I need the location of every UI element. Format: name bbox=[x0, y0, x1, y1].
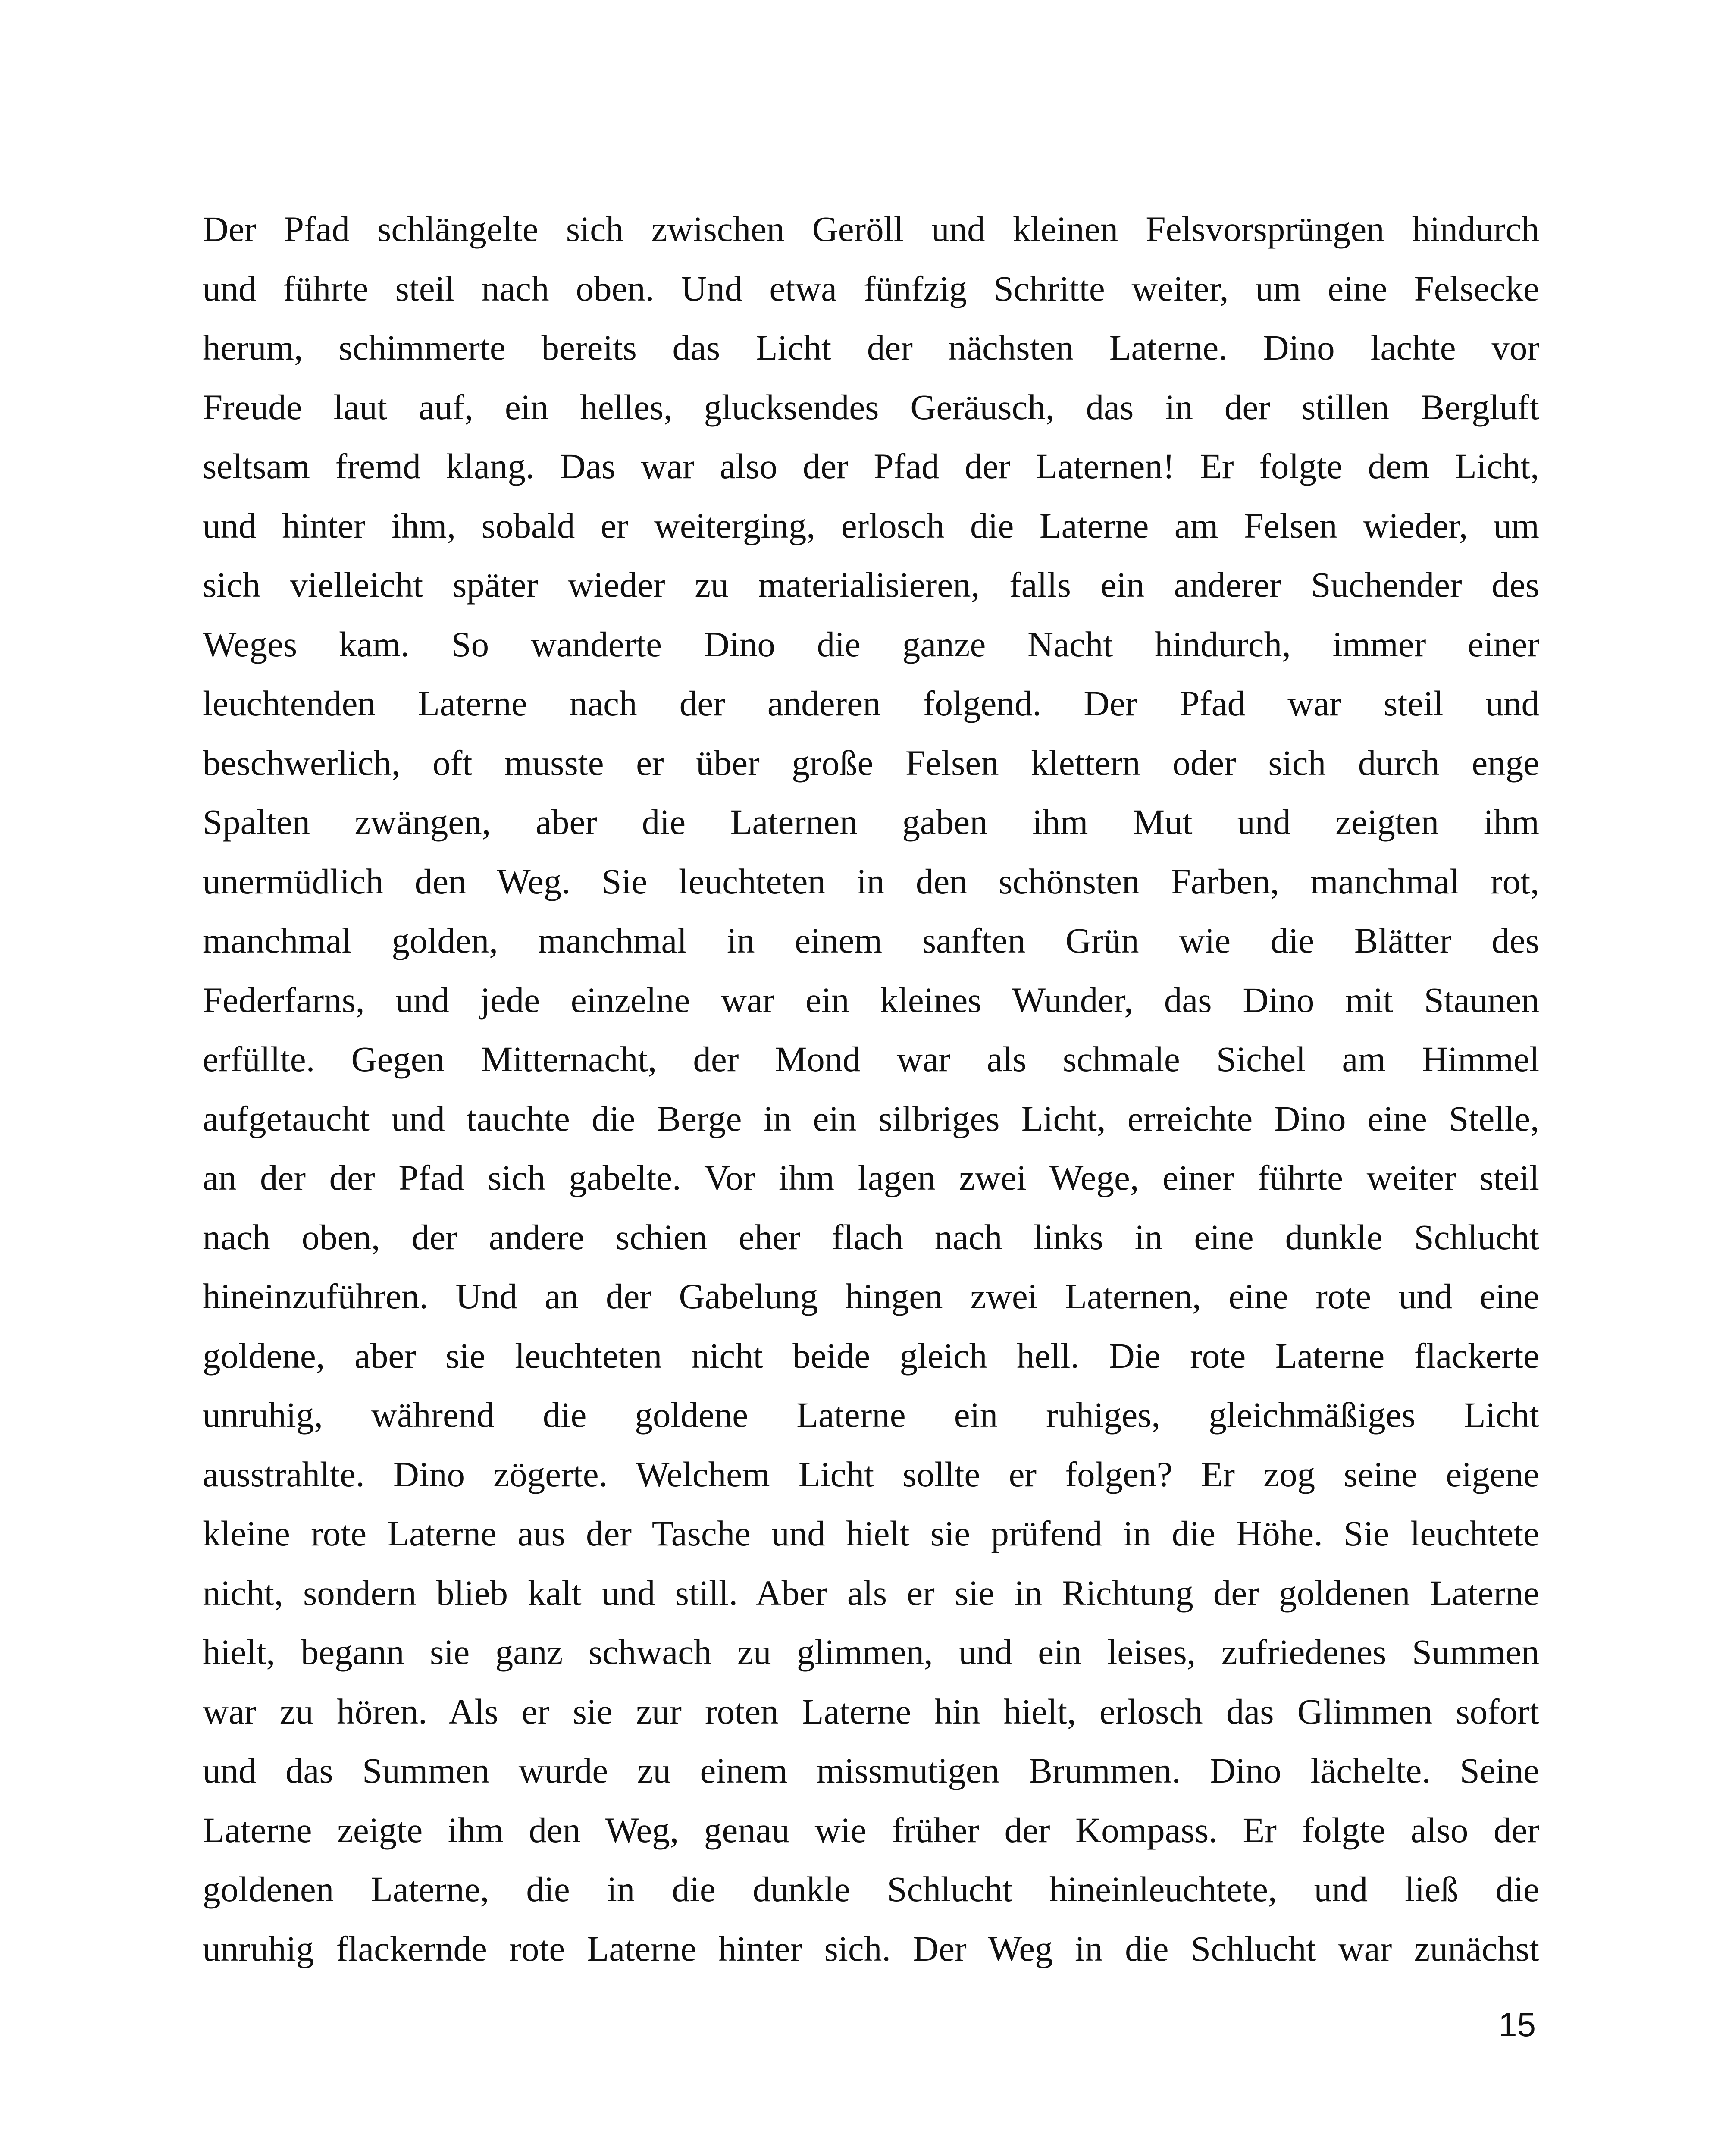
text-line: war zu hören. Als er sie zur roten Laterne hin hielt, erlosch das Glimmen sofort bbox=[203, 1691, 1539, 1731]
text-line: erfüllte. Gegen Mitternacht, der Mond war als schmale Sichel am Himmel bbox=[203, 1039, 1539, 1079]
text-line: manchmal golden, manchmal in einem sanften Grün wie die Blätter des bbox=[203, 921, 1539, 960]
text-line: beschwerlich, oft musste er über große Felsen klettern oder sich durch enge bbox=[203, 743, 1539, 783]
text-line: herum, schimmerte bereits das Licht der nächsten Laterne. Dino lachte vor bbox=[203, 328, 1539, 367]
text-line: Spalten zwängen, aber die Laternen gaben ihm Mut und zeigten ihm bbox=[203, 802, 1539, 842]
text-line: nach oben, der andere schien eher flach nach links in eine dunkle Schlucht bbox=[203, 1217, 1539, 1257]
text-line: Federfarns, und jede einzelne war ein kleines Wunder, das Dino mit Staunen bbox=[203, 980, 1539, 1020]
text-line: hineinzuführen. Und an der Gabelung hingen zwei Laternen, eine rote und eine bbox=[203, 1276, 1539, 1316]
text-line: hielt, begann sie ganz schwach zu glimmen, und ein leises, zufriedenes Summen bbox=[203, 1632, 1539, 1672]
text-line: goldene, aber sie leuchteten nicht beide gleich hell. Die rote Laterne flackerte bbox=[203, 1335, 1539, 1376]
text-line: und das Summen wurde zu einem missmutigen Brummen. Dino lächelte. Seine bbox=[203, 1751, 1539, 1790]
text-line: goldenen Laterne, die in die dunkle Schlucht hineinleuchtete, und ließ die bbox=[203, 1869, 1539, 1909]
body-paragraph bbox=[203, 200, 1539, 1978]
text-line: an der der Pfad sich gabelte. Vor ihm lagen zwei Wege, einer führte weiter steil bbox=[203, 1158, 1539, 1197]
text-line: und hinter ihm, sobald er weiterging, erlosch die Laterne am Felsen wieder, um bbox=[203, 505, 1539, 545]
text-line: unruhig flackernde rote Laterne hinter sich. Der Weg in die Schlucht war zunächst bbox=[203, 1928, 1539, 1968]
text-line: seltsam fremd klang. Das war also der Pfad der Laternen! Er folgte dem Licht, bbox=[203, 446, 1539, 486]
text-line: Freude laut auf, ein helles, glucksendes Geräusch, das in der stillen Bergluft bbox=[203, 387, 1539, 427]
text-line: unruhig, während die goldene Laterne ein ruhiges, gleichmäßiges Licht bbox=[203, 1395, 1539, 1435]
text-line: unermüdlich den Weg. Sie leuchteten in den schönsten Farben, manchmal rot, bbox=[203, 861, 1539, 901]
text-line: und führte steil nach oben. Und etwa fünfzig Schritte weiter, um eine Felsecke bbox=[203, 268, 1539, 308]
text-line: sich vielleicht später wieder zu materialisieren, falls ein anderer Suchender des bbox=[203, 565, 1539, 605]
text-line: Weges kam. So wanderte Dino die ganze Nacht hindurch, immer einer bbox=[203, 624, 1539, 664]
page-number: 15 bbox=[1498, 2006, 1536, 2043]
text-line: kleine rote Laterne aus der Tasche und hielt sie prüfend in die Höhe. Sie leuchtete bbox=[203, 1514, 1539, 1553]
text-line: ausstrahlte. Dino zögerte. Welchem Licht sollte er folgen? Er zog seine eigene bbox=[203, 1454, 1539, 1494]
text-line: Laterne zeigte ihm den Weg, genau wie früher der Kompass. Er folgte also der bbox=[203, 1810, 1539, 1850]
text-line: Der Pfad schlängelte sich zwischen Geröll und kleinen Felsvorsprüngen hindurch bbox=[203, 209, 1539, 249]
text-line: leuchtenden Laterne nach der anderen folgend. Der Pfad war steil und bbox=[203, 683, 1539, 723]
text-line: aufgetaucht und tauchte die Berge in ein silbriges Licht, erreichte Dino eine Stelle, bbox=[203, 1098, 1539, 1138]
text-line: nicht, sondern blieb kalt und still. Aber als er sie in Richtung der goldenen Laterne bbox=[203, 1573, 1539, 1613]
